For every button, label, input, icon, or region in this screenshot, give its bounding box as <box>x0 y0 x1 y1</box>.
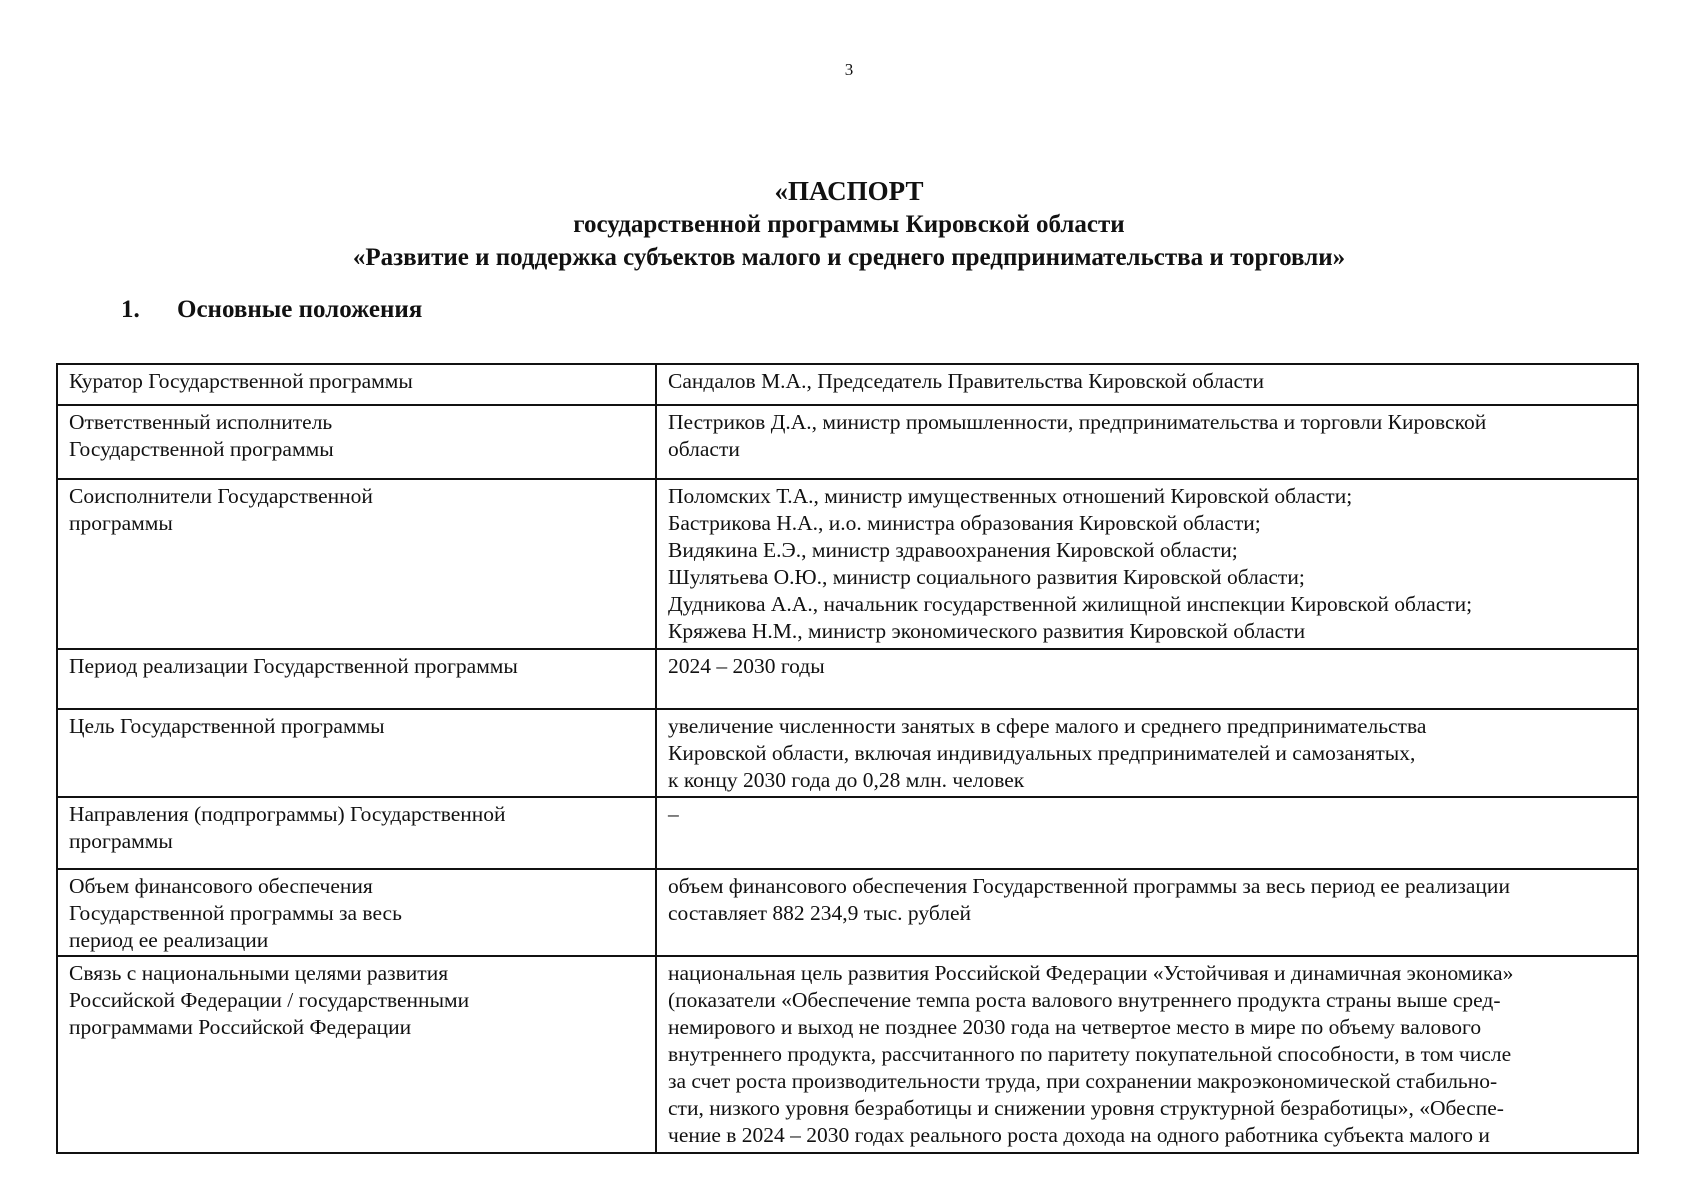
table-row <box>57 869 1638 956</box>
passport-table <box>56 363 1639 1154</box>
row-value-line: Пестриков Д.А., министр промышленности, предпринимательства и торговли Кировской <box>668 410 1487 434</box>
row-value <box>656 364 1638 405</box>
row-value <box>656 869 1638 956</box>
row-value-line: Дудникова А.А., начальник государственной жилищной инспекции Кировской области; <box>668 592 1473 616</box>
table-row <box>57 364 1638 405</box>
section-title: Основные положения <box>177 296 423 323</box>
row-label <box>57 364 656 405</box>
row-label-line: Ответственный исполнитель <box>69 410 333 434</box>
row-label-line: Цель Государственной программы <box>69 714 385 738</box>
row-value-line: немирового и выход не позднее 2030 года на четвертое место в мире по объему валового <box>668 1015 1482 1039</box>
row-label-line: период ее реализации <box>69 928 269 952</box>
row-label-line: Российской Федерации / государственными <box>69 988 470 1012</box>
row-value-line: объем финансового обеспечения Государственной программы за весь период ее реализации <box>668 874 1510 898</box>
table-row <box>57 405 1638 479</box>
row-label-line: Государственной программы <box>69 437 334 461</box>
title-line-2: государственной программы Кировской области <box>573 211 1125 238</box>
row-label-line: Объем финансового обеспечения <box>69 874 373 898</box>
row-value <box>656 649 1638 709</box>
row-value-line: чение в 2024 – 2030 годах реального роста дохода на одного работника субъекта малого и <box>668 1123 1490 1147</box>
row-value-line: Сандалов М.А., Председатель Правительства Кировской области <box>668 369 1264 393</box>
row-value-line: Кировской области, включая индивидуальных предпринимателей и самозанятых, <box>668 741 1416 765</box>
row-label <box>57 797 656 869</box>
section-heading <box>121 296 422 324</box>
row-value-line: увеличение численности занятых в сфере малого и среднего предпринимательства <box>668 714 1427 738</box>
row-value <box>656 709 1638 797</box>
row-value-line: за счет роста производительности труда, при сохранении макроэкономической стабильно- <box>668 1069 1498 1093</box>
row-value <box>656 405 1638 479</box>
row-label <box>57 649 656 709</box>
table-row <box>57 649 1638 709</box>
row-label <box>57 956 656 1153</box>
row-value <box>656 956 1638 1153</box>
title-line-3: «Развитие и поддержка субъектов малого и среднего предпринимательства и торговли» <box>352 244 1346 271</box>
table-row <box>57 956 1638 1153</box>
row-value-line: к концу 2030 года до 0,28 млн. человек <box>668 768 1025 792</box>
row-label-line: Куратор Государственной программы <box>69 369 413 393</box>
row-value-line: Кряжева Н.М., министр экономического развития Кировской области <box>668 619 1306 643</box>
document-title <box>0 175 1698 274</box>
row-label <box>57 709 656 797</box>
row-value-line: 2024 – 2030 годы <box>668 654 825 678</box>
row-value-line: (показатели «Обеспечение темпа роста валового внутреннего продукта страны выше сред- <box>668 988 1501 1012</box>
row-label-line: Связь с национальными целями развития <box>69 961 449 985</box>
row-value-line: национальная цель развития Российской Федерации «Устойчивая и динамичная экономика» <box>668 961 1514 985</box>
table-row <box>57 479 1638 649</box>
row-value <box>656 479 1638 649</box>
row-value <box>656 797 1638 869</box>
row-value-line: Видякина Е.Э., министр здравоохранения Кировской области; <box>668 538 1238 562</box>
row-value-line: Шулятьева О.Ю., министр социального развития Кировской области; <box>668 565 1305 589</box>
page-number: 3 <box>844 60 854 79</box>
row-value-line: Бастрикова Н.А., и.о. министра образования Кировской области; <box>668 511 1261 535</box>
row-label-line: Соисполнители Государственной <box>69 484 373 508</box>
row-label-line: программами Российской Федерации <box>69 1015 412 1039</box>
row-label-line: Направления (подпрограммы) Государственной <box>69 802 506 826</box>
table-row <box>57 797 1638 869</box>
row-label-line: Государственной программы за весь <box>69 901 402 925</box>
section-number: 1. <box>121 296 140 323</box>
table-row <box>57 709 1638 797</box>
row-value-line: Поломских Т.А., министр имущественных отношений Кировской области; <box>668 484 1353 508</box>
row-label-line: программы <box>69 829 173 853</box>
row-value-line: сти, низкого уровня безработицы и снижении уровня структурной безработицы», «Обеспе- <box>668 1096 1504 1120</box>
row-label <box>57 405 656 479</box>
title-line-1: «ПАСПОРТ <box>774 176 924 206</box>
row-label <box>57 869 656 956</box>
row-value-line: области <box>668 437 740 461</box>
row-label-line: Период реализации Государственной программы <box>69 654 518 678</box>
row-label-line: программы <box>69 511 173 535</box>
row-value-line: составляет 882 234,9 тыс. рублей <box>668 901 971 925</box>
row-value-line: внутреннего продукта, рассчитанного по паритету покупательной способности, в том числе <box>668 1042 1512 1066</box>
row-label <box>57 479 656 649</box>
row-value-line: – <box>668 802 679 826</box>
